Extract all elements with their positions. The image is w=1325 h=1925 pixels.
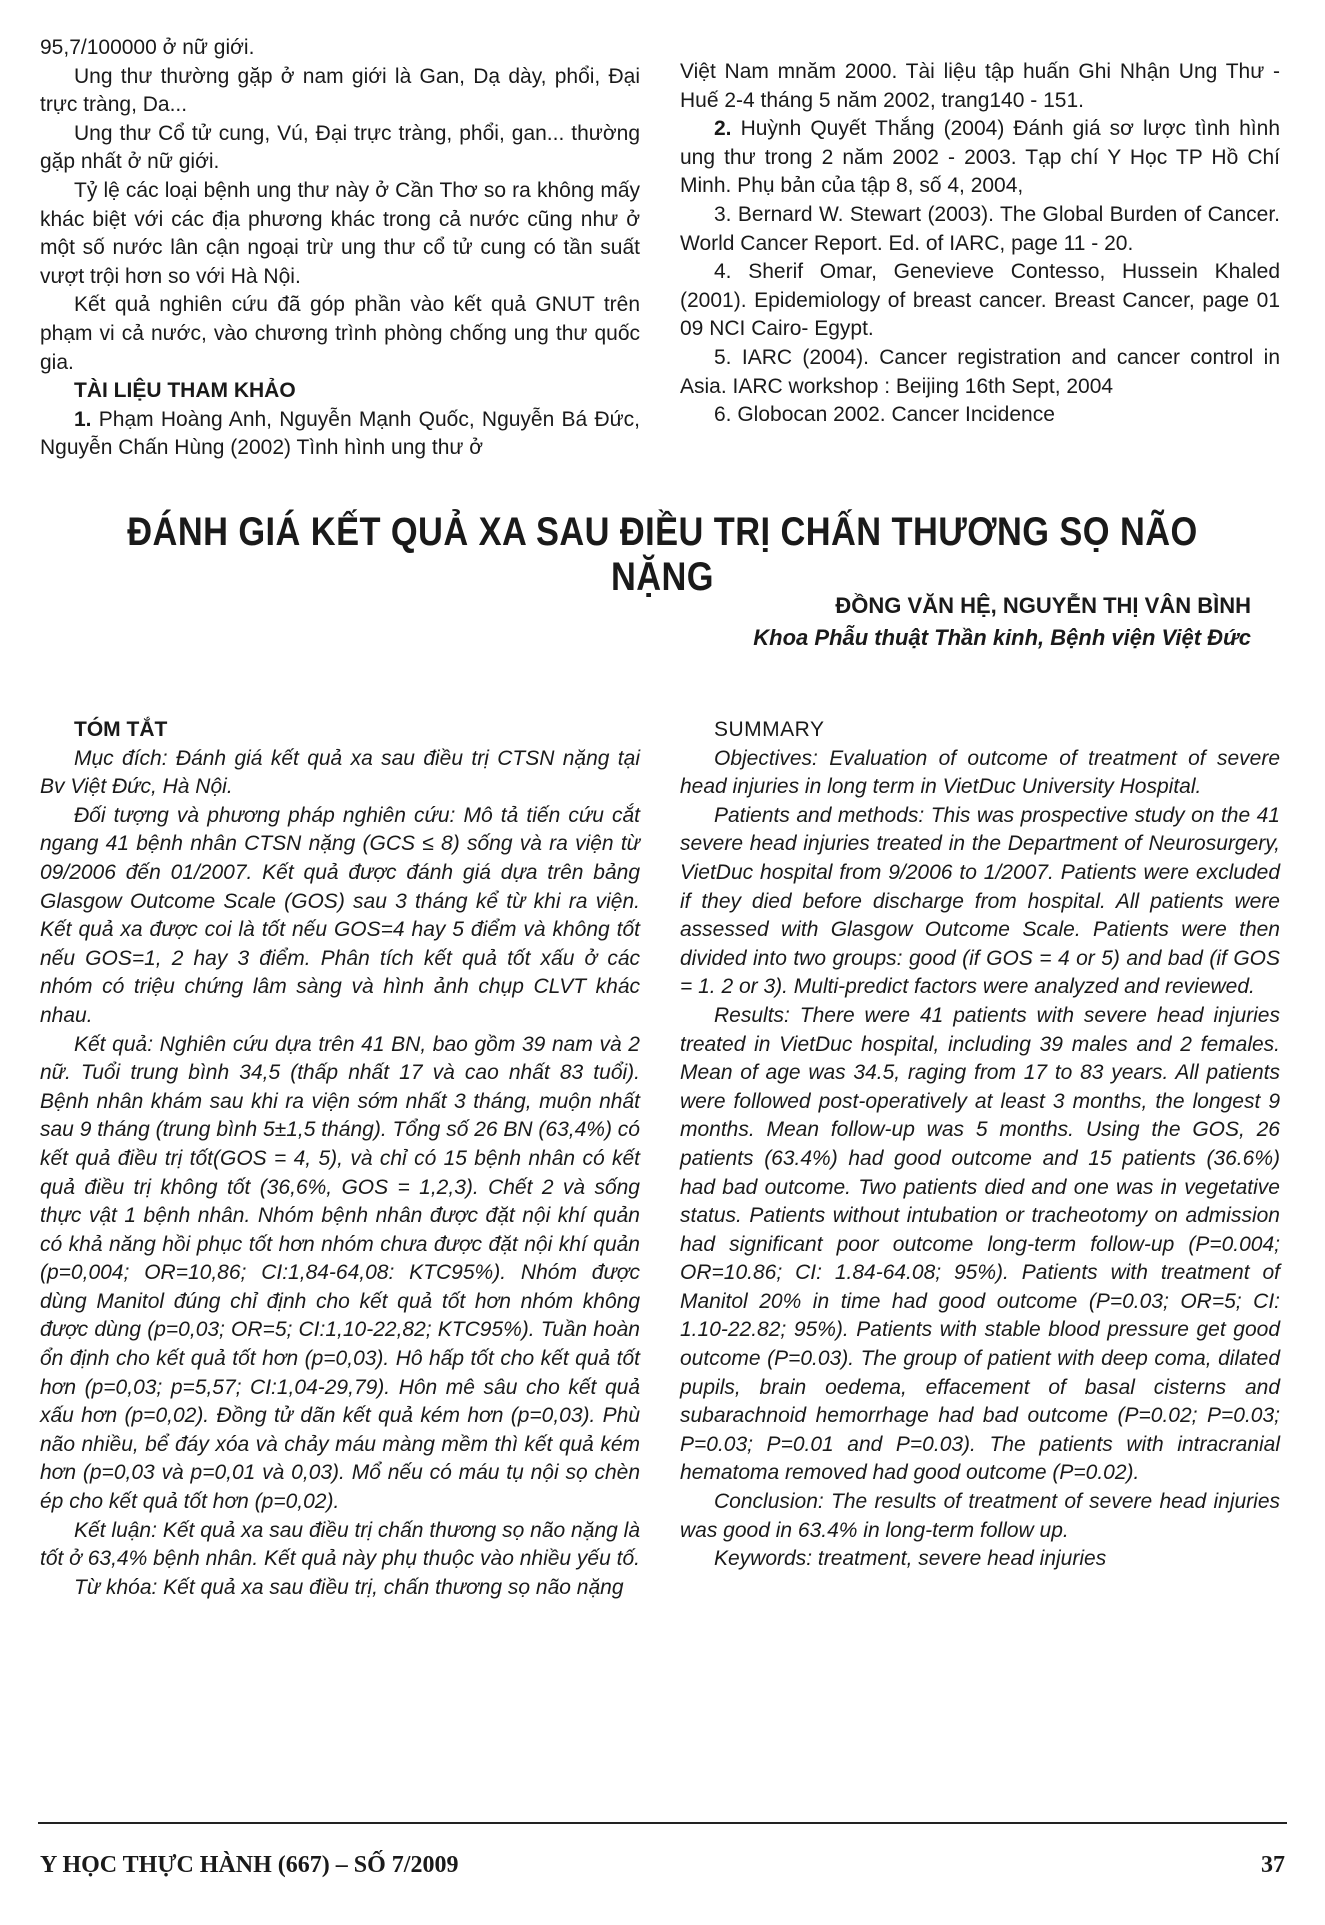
top-left-column [40,34,640,463]
author-names: ĐỒNG VĂN HỆ, NGUYỄN THỊ VÂN BÌNH [835,593,1251,618]
paragraph: 95,7/100000 ở nữ giới. [40,36,255,59]
abstract-vietnamese [40,716,640,1602]
reference-item: 3. Bernard W. Stewart (2003). The Global Burden of Cancer. World Cancer Report. Ed. of IARC, page 11 - 20. [680,202,1280,255]
article-title: ĐÁNH GIÁ KẾT QUẢ XA SAU ĐIỀU TRỊ CHẤN THƯƠNG SỌ NÃO NẶNG [127,510,1198,599]
paragraph: Ung thư Cổ tử cung, Vú, Đại trực tràng, phổi, gan... thường gặp nhất ở nữ giới. [40,121,640,174]
abstract-english [680,716,1280,1574]
reference-number: 2. [714,117,732,141]
abstract-paragraph: Kết quả: Nghiên cứu dựa trên 41 BN, bao gồm 39 nam và 2 nữ. Tuổi trung bình 34,5 (thấp nhất 17 và cao nhất 83 tuổi). Bệnh nhân khám sau khi ra viện sớm nhất 3 tháng, muộn nhất sau 9 tháng (trung bình 5±1,5 tháng). Tổng số 26 BN (63,4%) có kết quả điều trị tốt(GOS = 4, 5), và chỉ có 15 bệnh nhân có kết quả điều trị không tốt (36,6%, GOS = 1,2,3). Chết 2 và sống thực vật 1 bệnh nhân. Nhóm bệnh nhân được đặt nội khí quản có khả năng hồi phục tốt hơn nhóm chưa được đặt nội khí quản (p=0,004; OR=10,86; CI:1,84-64,08: KTC95%). Nhóm được dùng Manitol đúng chỉ định cho kết quả tốt hơn nhóm không được dùng (p=0,03; OR=5; CI:1,10-22,82; KTC95%). Tuần hoàn ổn định cho kết quả tốt hơn (p=0,03). Hô hấp tốt cho kết quả tốt hơn (p=0,03; p=5,57; CI:1,04-29,79). Hôn mê sâu cho kết quả xấu hơn (p=0,02). Đồng tử dãn kết quả kém hơn (p=0,03). Phù não nhiều, bể đáy xóa và chảy máu màng mềm thì kết quả kém hơn (p=0,03 và p=0,01 và 0,03). Mổ nếu có máu tụ nội sọ chèn ép cho kết quả tốt hơn (p=0,02). [40,1032,640,1514]
summary-paragraph: Patients and methods: This was prospective study on the 41 severe head injuries treated in the Department of Neurosurgery, VietDuc hospital from 9/2006 to 1/2007. Patients were excluded if they died before discharge from hospital. All patients were assessed with Glasgow Outcome Scale. Patients were then divided into two groups: good (if GOS = 4 or 5) and bad (if GOS = 1. 2 or 3). Multi-predict factors were analyzed and reviewed. [680,803,1280,999]
reference-item: 5. IARC (2004). Cancer registration and cancer control in Asia. IARC workshop : Beijing 16th Sept, 2004 [680,345,1280,398]
summary-keywords: Keywords: treatment, severe head injuries [714,1547,1107,1571]
abstract-paragraph: Mục đích: Đánh giá kết quả xa sau điều trị CTSN nặng tại Bv Việt Đức, Hà Nội. [40,746,640,799]
abstract-heading: TÓM TẮT [74,718,168,741]
top-right-column [680,58,1280,430]
reference-text: Huỳnh Quyết Thắng (2004) Đánh giá sơ lược tình hình ung thư trong 2 năm 2002 - 2003. Tạp chí Y Học TP Hồ Chí Minh. Phụ bản của tập 8, số 4, 2004, [680,117,1280,198]
author-block [753,590,1251,654]
abstract-paragraph: Kết luận: Kết quả xa sau điều trị chấn thương sọ não nặng là tốt ở 63,4% bệnh nhân. Kết quả này phụ thuộc vào nhiều yếu tố. [40,1518,640,1571]
reference-item: 6. Globocan 2002. Cancer Incidence [714,403,1055,427]
reference-text: Phạm Hoàng Anh, Nguyễn Mạnh Quốc, Nguyễn Bá Đức, Nguyễn Chấn Hùng (2002) Tình hình ung thư ở [40,407,640,460]
paragraph: Ung thư thường gặp ở nam giới là Gan, Dạ dày, phổi, Đại trực tràng, Da... [40,64,640,117]
page-number: 37 [1261,1852,1285,1878]
abstract-keywords: Từ khóa: Kết quả xa sau điều trị, chấn thương sọ não nặng [74,1575,624,1599]
paragraph: Tỷ lệ các loại bệnh ung thư này ở Cần Thơ so ra không mấy khác biệt với các địa phương khác trong cả nước cũng như ở một số nước lân cận ngoại trừ ung thư cổ tử cung có tần suất vượt trội hơn so với Hà Nội. [40,178,640,288]
reference-item: 4. Sherif Omar, Genevieve Contesso, Hussein Khaled (2001). Epidemiology of breast cancer. Breast Cancer, page 01 09 NCI Cairo- Egypt. [680,260,1280,341]
footer-journal-name: Y HỌC THỰC HÀNH (667) – SỐ 7/2009 [40,1852,459,1878]
reference-item: Việt Nam mnăm 2000. Tài liệu tập huấn Ghi Nhận Ung Thư - Huế 2-4 tháng 5 năm 2002, trang140 - 151. [680,60,1280,112]
summary-paragraph: Results: There were 41 patients with severe head injuries treated in VietDuc hospital, including 39 males and 2 females. Mean of age was 34.5, raging from 17 to 83 years. All patients were followed post-operatively at least 3 months, the longest 9 months. Mean follow-up was 5 months. Using the GOS, 26 patients (63.4%) had good outcome and 15 patients (36.6%) had bad outcome. Two patients died and one was in vegetative status. Patients without intubation or tracheotomy on admission had significant poor outcome long-term follow-up (P=0.004; OR=10.86; CI: 1.84-64.08; 95%). Patients with treatment of Manitol 20% in time had good outcome (P=0.03; OR=5; CI: 1.10-22.82; 95%). Patients with stable blood pressure get good outcome (P=0.03). The group of patient with deep coma, dilated pupils, brain oedema, effacement of basal cisterns and subarachnoid hemorrhage had bad outcome (P=0.02; P=0.03; P=0.03; P=0.01 and P=0.03). The patients with intracranial hematoma removed had good outcome (P=0.02). [680,1003,1280,1485]
paragraph: Kết quả nghiên cứu đã góp phần vào kết quả GNUT trên phạm vi cả nước, vào chương trình phòng chống ung thư quốc gia. [40,293,640,374]
footer-divider [38,1822,1287,1824]
reference-number: 1. [74,407,92,431]
references-heading: TÀI LIỆU THAM KHẢO [74,379,296,403]
summary-heading: SUMMARY [714,718,825,741]
reference-item [40,406,640,463]
reference-item [680,115,1280,201]
summary-paragraph: Objectives: Evaluation of outcome of treatment of severe head injuries in long term in VietDuc University Hospital. [680,746,1280,799]
summary-paragraph: Conclusion: The results of treatment of severe head injuries was good in 63.4% in long-term follow up. [680,1490,1280,1542]
author-affiliation: Khoa Phẫu thuật Thần kinh, Bệnh viện Việt Đức [753,625,1251,650]
abstract-paragraph: Đối tượng và phương pháp nghiên cứu: Mô tả tiến cứu cắt ngang 41 bệnh nhân CTSN nặng (GCS ≤ 8) sống và ra viện từ 09/2006 đến 01/2007. Kết quả được đánh giá dựa trên bảng Glasgow Outcome Scale (GOS) sau 3 tháng kể từ khi ra viện. Kết quả xa được coi là tốt nếu GOS=4 hay 5 điểm và không tốt nếu GOS=1, 2 hay 3 điểm. Phân tích kết quả tốt xấu ở các nhóm có triệu chứng lâm sàng và hình ảnh chụp CLVT khác nhau. [40,803,640,1027]
